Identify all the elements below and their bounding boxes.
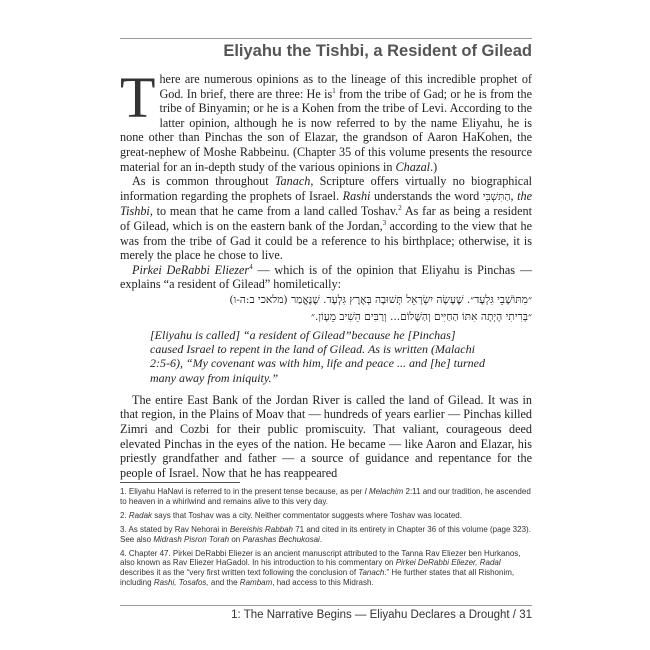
footnote-3: 3. As stated by Rav Nehorai in Bereishis Rabbah 71 and cited in its entirety in Chapter 36 of this volume (page 323). See also Midrash Pisron Torah on Parashas Bechukosai. (120, 524, 531, 544)
paragraph-4: The entire East Bank of the Jordan River is called the land of Gilead. It was in that region, in the Plains of Moav that — hundreds of years earlier — Pinchas killed Zimri and Cozbi for their public promiscuity. That valiant, courageous deed elevated Pinchas in the eyes of the nation. He became — like Aaron and Elazar, his priestly grandfather and father — a source of guidance and repentance for the people of Israel. Now that he has reappeared (120, 392, 532, 480)
hebrew-quote-line-2: ״בְּרִיתִי הָיְתָה אִתּוֹ הַחַיִּים וְהַשָּׁלוֹם... וְרַבִּים הֵשִׁיב מֵעָוֹן.״ (310, 310, 532, 323)
footnote-ref-4[interactable]: 4 (249, 262, 253, 271)
footnote-ref-1[interactable]: 1 (332, 86, 336, 95)
paragraph-1: There are numerous opinions as to the lineage of this incredible prophet of God. In brief, there are three: He $is^1$ from the tribe of Gad; or he is from the tribe of Binyamin; or he is a Kohen from the tribe of Levi. According to the latter opinion, although he is now referred to by the name Eliyahu, he is none other than Pinchas the son of Elazar, the grandson of Aaron HaKohen, the great-nephew of Moshe Rabbeinu. (Chapter 35 of this volume presents the resource material for an in-depth study of the various opinions in Chazal.) (120, 65, 533, 174)
footnote-1: 1. Eliyahu HaNavi is referred to in the present tense because, as per I Melachim 2:11 and our tradition, he ascended to heaven in a whirlwind and remains alive to this very day. (120, 487, 531, 506)
paragraph-2: As is common throughout Tanach, Scripture offers virtually no biographical information regarding the prophets of Israel. Rashi understands the word הַתִּשְׁבִּי, the Tishbi, to mean that he came from a land called Toshav.$^2$ As far as being a resident of Gilead, which is on the eastern bank of the Jordan,$^3$ according to the view that he was from the tribe of Gad it could be a reference to his birthplace; otherwise, it is merely the place he chose to live. (120, 174, 532, 263)
footnote-rule (120, 482, 240, 483)
main-text (120, 65, 533, 480)
footer-rule (120, 605, 532, 606)
translated-quote: [Eliyahu is called] “a resident of Gilead”because he [Pinchas] caused Israel to repent in the land of Gilead. As is written (Malachi 2:5-6), “My covenant was with him, life and peace ... and [he] turned many away from iniquity.” (150, 327, 485, 385)
book-page (120, 38, 532, 626)
header-rule (120, 38, 532, 39)
hebrew-quote-line-1: ״מִתּוֹשָׁבֵי גִּלְעָד״. שֶׁעָשָׂה יִשְׂרָאֵל תְּשׁוּבָה בְּאֶרֶץ גִּלְעָד. שֶׁנֶּאֱמַר (מלאכי ב:ה-ו) (229, 293, 532, 306)
footnotes (120, 487, 532, 592)
drop-cap: T (120, 65, 156, 130)
hebrew-word: הַתִּשְׁבִּי (482, 190, 511, 203)
footnote-ref-3[interactable]: 3 (382, 218, 387, 227)
footnote-2: 2. Radak says that Toshav was a city. Neither commentator suggests where Toshav was located. (120, 510, 462, 520)
chapter-section-title: Eliyahu the Tishbi, a Resident of Gilead (223, 42, 532, 60)
running-footer: 1: The Narrative Begins — Eliyahu Declares a Drought / 31 (231, 609, 532, 621)
footnote-4: 4. Chapter 47. Pirkei DeRabbi Eliezer is an ancient manuscript attributed to the Tanna Rav Eliezer ben Hurkanos, also known as Rav Eliezer HaGadol. In his introduction to his commentary on Pirkei DeRabbi Eliezer, Radal describes it as the “very first written text following the conclusion of Tanach.” He further states that all Rishonim, including Rashi, Tosafos, and the Rambam, had access to this Midrash. (120, 548, 521, 588)
footnote-ref-2[interactable]: 2 (398, 204, 402, 213)
paragraph-3: Pirkei DeRabbi Eliezer$^4$ — which is of the opinion that Eliyahu is Pinchas — explains “a resident of Gilead” homiletically: (120, 262, 533, 292)
